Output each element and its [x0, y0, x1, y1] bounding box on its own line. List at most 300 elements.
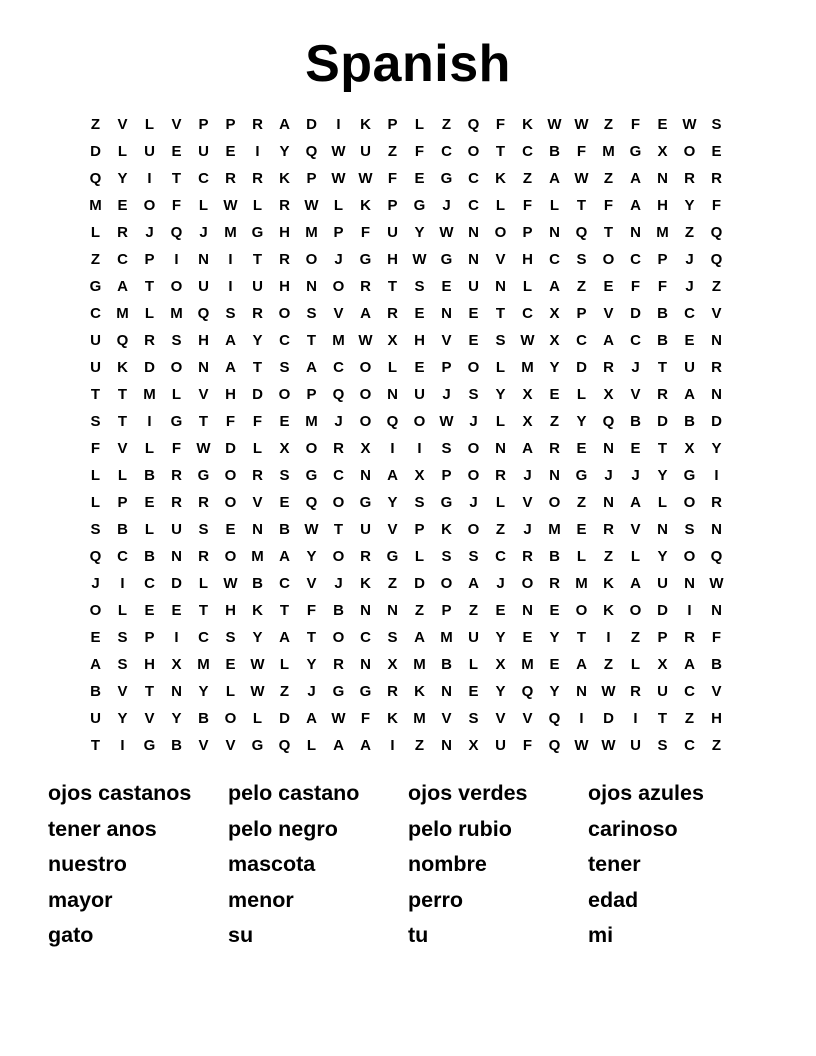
grid-letter: K — [603, 575, 614, 592]
grid-letter: F — [360, 224, 371, 241]
grid-letter: T — [657, 440, 668, 457]
grid-letter: F — [495, 116, 506, 133]
grid-letter: W — [331, 710, 346, 727]
grid-letter: K — [360, 575, 371, 592]
grid-letter: F — [522, 737, 533, 754]
grid-letter: S — [90, 521, 101, 538]
grid-letter: Q — [305, 494, 318, 511]
grid-letter: O — [224, 467, 237, 484]
grid-letter: Y — [549, 683, 560, 700]
grid-letter: R — [252, 170, 263, 187]
grid-letter: X — [495, 656, 506, 673]
grid-letter: A — [333, 737, 344, 754]
grid-letter: Q — [467, 116, 480, 133]
grid-letter: E — [441, 278, 452, 295]
grid-letter: B — [711, 656, 722, 673]
grid-letter: O — [548, 494, 561, 511]
grid-letter: N — [306, 278, 317, 295]
grid-letter: Z — [576, 494, 587, 511]
grid-letter: M — [197, 656, 210, 673]
grid-letter: R — [198, 494, 209, 511]
grid-letter: G — [359, 251, 372, 268]
grid-letter: A — [684, 656, 695, 673]
grid-letter: W — [223, 197, 238, 214]
grid-letter: C — [279, 332, 290, 349]
grid-letter: F — [630, 278, 641, 295]
grid-letter: G — [251, 224, 264, 241]
grid-letter: L — [468, 656, 479, 673]
grid-letter: V — [306, 575, 317, 592]
grid-letter: S — [90, 413, 101, 430]
grid-letter: Z — [279, 683, 290, 700]
grid-letter: W — [250, 683, 265, 700]
grid-letter: T — [306, 332, 317, 349]
grid-letter: O — [467, 521, 480, 538]
grid-letter: B — [333, 602, 344, 619]
grid-letter: N — [441, 305, 452, 322]
grid-letter: Y — [198, 683, 209, 700]
grid-letter: R — [252, 305, 263, 322]
grid-letter: T — [576, 629, 587, 646]
grid-letter: R — [684, 170, 695, 187]
grid-letter: S — [711, 116, 722, 133]
grid-letter: P — [225, 116, 236, 133]
grid-letter: C — [360, 629, 371, 646]
word-list-item: mi — [588, 923, 614, 947]
grid-letter: Y — [495, 629, 506, 646]
grid-letter: P — [117, 494, 128, 511]
grid-letter: O — [278, 305, 291, 322]
grid-letter: F — [360, 710, 371, 727]
grid-letter: H — [711, 710, 722, 727]
grid-letter: A — [549, 278, 560, 295]
grid-letter: V — [441, 332, 452, 349]
grid-letter: V — [333, 305, 344, 322]
grid-row — [82, 651, 730, 678]
grid-letter: N — [198, 251, 209, 268]
grid-letter: V — [225, 737, 236, 754]
grid-letter: Z — [603, 116, 614, 133]
grid-letter: X — [414, 467, 425, 484]
grid-letter: N — [549, 224, 560, 241]
grid-letter: I — [606, 629, 611, 646]
grid-letter: L — [657, 494, 668, 511]
grid-letter: A — [414, 629, 425, 646]
grid-letter: L — [495, 494, 506, 511]
grid-letter: T — [117, 386, 128, 403]
grid-letter: U — [171, 521, 182, 538]
grid-letter: H — [198, 332, 209, 349]
grid-letter: X — [657, 656, 668, 673]
grid-letter: Z — [603, 548, 614, 565]
grid-letter: P — [414, 521, 425, 538]
grid-letter: O — [278, 386, 291, 403]
grid-letter: H — [225, 602, 236, 619]
grid-letter: I — [147, 170, 152, 187]
grid-letter: J — [685, 278, 694, 295]
grid-row — [82, 678, 730, 705]
grid-letter: K — [603, 602, 614, 619]
grid-letter: A — [630, 494, 641, 511]
grid-letter: G — [143, 737, 156, 754]
grid-letter: Y — [549, 629, 560, 646]
grid-letter: Q — [521, 683, 534, 700]
grid-letter: M — [305, 224, 318, 241]
grid-letter: P — [306, 170, 317, 187]
grid-letter: P — [387, 116, 398, 133]
grid-letter: E — [576, 440, 587, 457]
grid-letter: A — [684, 386, 695, 403]
grid-letter: V — [495, 251, 506, 268]
grid-letter: X — [171, 656, 182, 673]
grid-letter: I — [714, 467, 719, 484]
grid-letter: B — [198, 710, 209, 727]
grid-letter: K — [441, 521, 452, 538]
grid-letter: F — [171, 440, 182, 457]
grid-letter: Y — [657, 548, 668, 565]
grid-letter: X — [468, 737, 479, 754]
grid-letter: V — [117, 440, 128, 457]
grid-letter: E — [522, 629, 533, 646]
grid-letter: A — [630, 197, 641, 214]
grid-letter: Q — [89, 170, 102, 187]
grid-letter: L — [576, 548, 587, 565]
grid-row — [82, 327, 730, 354]
grid-letter: G — [629, 143, 642, 160]
grid-letter: B — [117, 521, 128, 538]
grid-letter: Z — [522, 170, 533, 187]
grid-letter: S — [306, 305, 317, 322]
grid-letter: P — [387, 197, 398, 214]
grid-letter: N — [360, 602, 371, 619]
grid-letter: Z — [630, 629, 641, 646]
grid-letter: Y — [252, 332, 263, 349]
grid-letter: Z — [711, 278, 722, 295]
grid-letter: W — [682, 116, 697, 133]
grid-letter: M — [413, 710, 426, 727]
grid-letter: Q — [116, 332, 129, 349]
grid-letter: U — [657, 575, 668, 592]
grid-letter: J — [442, 197, 451, 214]
grid-letter: A — [279, 548, 290, 565]
grid-letter: S — [171, 332, 182, 349]
grid-letter: L — [252, 440, 263, 457]
grid-letter: N — [495, 278, 506, 295]
grid-letter: E — [468, 305, 479, 322]
grid-letter: N — [549, 467, 560, 484]
grid-letter: Z — [90, 251, 101, 268]
grid-letter: U — [90, 710, 101, 727]
grid-row — [82, 354, 730, 381]
grid-letter: S — [657, 737, 668, 754]
grid-letter: A — [630, 575, 641, 592]
grid-letter: L — [117, 467, 128, 484]
grid-letter: S — [441, 440, 452, 457]
grid-letter: C — [630, 332, 641, 349]
grid-letter: Q — [89, 548, 102, 565]
grid-letter: U — [252, 278, 263, 295]
grid-letter: L — [90, 494, 101, 511]
grid-letter: W — [439, 413, 454, 430]
grid-letter: Y — [414, 224, 425, 241]
grid-letter: D — [225, 440, 236, 457]
grid-letter: V — [495, 710, 506, 727]
grid-letter: J — [631, 359, 640, 376]
grid-letter: U — [360, 521, 371, 538]
grid-row — [82, 408, 730, 435]
grid-letter: R — [333, 440, 344, 457]
grid-letter: N — [657, 521, 668, 538]
grid-letter: J — [523, 521, 532, 538]
grid-letter: D — [711, 413, 722, 430]
grid-letter: Q — [332, 386, 345, 403]
grid-letter: E — [630, 440, 641, 457]
grid-letter: U — [657, 683, 668, 700]
grid-letter: S — [576, 251, 587, 268]
grid-letter: O — [413, 413, 426, 430]
grid-letter: G — [89, 278, 102, 295]
grid-letter: G — [440, 251, 453, 268]
grid-letter: R — [252, 467, 263, 484]
grid-letter: G — [683, 467, 696, 484]
grid-row — [82, 300, 730, 327]
grid-letter: F — [576, 143, 587, 160]
grid-letter: V — [441, 710, 452, 727]
grid-letter: L — [495, 359, 506, 376]
grid-letter: I — [255, 143, 260, 160]
grid-letter: A — [360, 737, 371, 754]
grid-letter: C — [522, 143, 533, 160]
grid-row — [82, 597, 730, 624]
grid-row — [82, 111, 730, 138]
grid-letter: M — [521, 359, 534, 376]
grid-letter: W — [574, 170, 589, 187]
grid-letter: Z — [684, 710, 695, 727]
grid-letter: A — [306, 359, 317, 376]
grid-letter: U — [387, 224, 398, 241]
grid-letter: N — [441, 683, 452, 700]
grid-letter: L — [90, 224, 101, 241]
grid-letter: A — [225, 359, 236, 376]
grid-letter: K — [522, 116, 533, 133]
grid-letter: Y — [549, 359, 560, 376]
grid-letter: N — [360, 467, 371, 484]
grid-letter: X — [279, 440, 290, 457]
grid-letter: P — [441, 602, 452, 619]
grid-letter: J — [307, 683, 316, 700]
grid-letter: E — [468, 683, 479, 700]
grid-letter: P — [144, 251, 155, 268]
grid-letter: R — [171, 467, 182, 484]
grid-letter: T — [252, 251, 263, 268]
grid-letter: R — [657, 386, 668, 403]
grid-letter: V — [711, 683, 722, 700]
grid-letter: I — [174, 251, 179, 268]
grid-letter: C — [117, 251, 128, 268]
grid-letter: M — [575, 575, 588, 592]
grid-letter: L — [144, 305, 155, 322]
grid-letter: M — [656, 224, 669, 241]
grid-letter: R — [333, 656, 344, 673]
grid-letter: E — [495, 602, 506, 619]
grid-letter: A — [306, 710, 317, 727]
grid-letter: R — [387, 683, 398, 700]
grid-letter: V — [630, 521, 641, 538]
grid-letter: W — [250, 656, 265, 673]
grid-letter: Q — [386, 413, 399, 430]
grid-letter: M — [332, 332, 345, 349]
grid-letter: S — [279, 359, 290, 376]
grid-letter: G — [386, 548, 399, 565]
grid-letter: N — [711, 386, 722, 403]
grid-letter: P — [306, 386, 317, 403]
grid-letter: S — [225, 629, 236, 646]
grid-letter: W — [223, 575, 238, 592]
grid-letter: T — [252, 359, 263, 376]
grid-letter: I — [228, 278, 233, 295]
grid-letter: Y — [306, 548, 317, 565]
grid-letter: J — [334, 413, 343, 430]
grid-letter: N — [603, 494, 614, 511]
grid-letter: K — [360, 197, 371, 214]
grid-letter: C — [522, 305, 533, 322]
grid-letter: W — [709, 575, 724, 592]
word-list-item: carinoso — [588, 816, 678, 841]
grid-letter: R — [495, 467, 506, 484]
grid-letter: P — [522, 224, 533, 241]
grid-row — [82, 435, 730, 462]
grid-letter: F — [225, 413, 236, 430]
grid-letter: I — [228, 251, 233, 268]
grid-letter: N — [630, 224, 641, 241]
grid-letter: N — [441, 737, 452, 754]
grid-letter: F — [657, 278, 668, 295]
grid-letter: C — [441, 143, 452, 160]
grid-letter: V — [144, 710, 155, 727]
grid-letter: H — [279, 224, 290, 241]
grid-letter: D — [630, 305, 641, 322]
grid-letter: O — [224, 494, 237, 511]
grid-letter: O — [170, 359, 183, 376]
grid-letter: T — [198, 413, 209, 430]
grid-letter: Y — [576, 413, 587, 430]
grid-letter: T — [279, 602, 290, 619]
grid-letter: Y — [495, 386, 506, 403]
grid-letter: O — [89, 602, 102, 619]
grid-letter: Y — [711, 440, 722, 457]
grid-letter: O — [575, 602, 588, 619]
grid-letter: H — [387, 251, 398, 268]
grid-letter: B — [549, 548, 560, 565]
grid-letter: E — [549, 386, 560, 403]
grid-letter: J — [604, 467, 613, 484]
word-list-item: ojos azules — [588, 781, 704, 805]
grid-letter: U — [360, 143, 371, 160]
word-list-item: nombre — [408, 852, 487, 876]
grid-letter: E — [225, 143, 236, 160]
grid-letter: T — [387, 278, 398, 295]
grid-letter: Y — [387, 494, 398, 511]
grid-letter: N — [387, 386, 398, 403]
word-list-item: mascota — [228, 852, 316, 876]
grid-letter: L — [549, 197, 560, 214]
grid-letter: R — [711, 170, 722, 187]
grid-letter: V — [252, 494, 263, 511]
grid-letter: C — [576, 332, 587, 349]
grid-letter: K — [414, 683, 425, 700]
grid-letter: Z — [603, 656, 614, 673]
grid-letter: T — [198, 602, 209, 619]
grid-letter: X — [387, 332, 398, 349]
grid-letter: L — [117, 602, 128, 619]
grid-letter: L — [252, 197, 263, 214]
grid-letter: Q — [710, 548, 723, 565]
grid-letter: D — [90, 143, 101, 160]
grid-letter: V — [117, 683, 128, 700]
grid-letter: I — [390, 737, 395, 754]
grid-letter: T — [495, 143, 506, 160]
grid-letter: I — [147, 413, 152, 430]
grid-row — [82, 192, 730, 219]
grid-letter: Q — [602, 413, 615, 430]
grid-letter: G — [359, 494, 372, 511]
grid-letter: M — [548, 521, 561, 538]
grid-letter: R — [225, 170, 236, 187]
grid-letter: T — [144, 683, 155, 700]
word-list — [48, 776, 768, 954]
grid-letter: T — [306, 629, 317, 646]
grid-letter: L — [387, 359, 398, 376]
grid-letter: O — [467, 440, 480, 457]
grid-letter: S — [387, 629, 398, 646]
grid-letter: Z — [684, 224, 695, 241]
grid-letter: A — [603, 332, 614, 349]
grid-letter: C — [90, 305, 101, 322]
grid-letter: R — [603, 359, 614, 376]
grid-letter: F — [603, 197, 614, 214]
grid-letter: L — [90, 467, 101, 484]
grid-letter: V — [117, 116, 128, 133]
grid-letter: I — [120, 575, 125, 592]
grid-letter: L — [333, 197, 344, 214]
word-list-item: menor — [228, 887, 294, 912]
grid-letter: O — [359, 386, 372, 403]
grid-letter: C — [468, 197, 479, 214]
grid-letter: D — [306, 116, 317, 133]
grid-letter: S — [117, 629, 128, 646]
grid-row — [82, 570, 730, 597]
grid-letter: Z — [414, 602, 425, 619]
grid-letter: V — [630, 386, 641, 403]
grid-letter: M — [224, 224, 237, 241]
grid-letter: N — [360, 656, 371, 673]
grid-letter: W — [574, 737, 589, 754]
grid-letter: E — [279, 413, 290, 430]
grid-letter: Y — [684, 197, 695, 214]
grid-letter: R — [684, 629, 695, 646]
grid-letter: O — [467, 467, 480, 484]
grid-letter: H — [279, 278, 290, 295]
grid-row — [82, 543, 730, 570]
grid-letter: R — [279, 197, 290, 214]
grid-letter: O — [332, 278, 345, 295]
grid-letter: H — [657, 197, 668, 214]
grid-letter: Z — [387, 143, 398, 160]
grid-row — [82, 219, 730, 246]
grid-letter: A — [387, 467, 398, 484]
grid-letter: R — [603, 521, 614, 538]
grid-letter: A — [549, 170, 560, 187]
